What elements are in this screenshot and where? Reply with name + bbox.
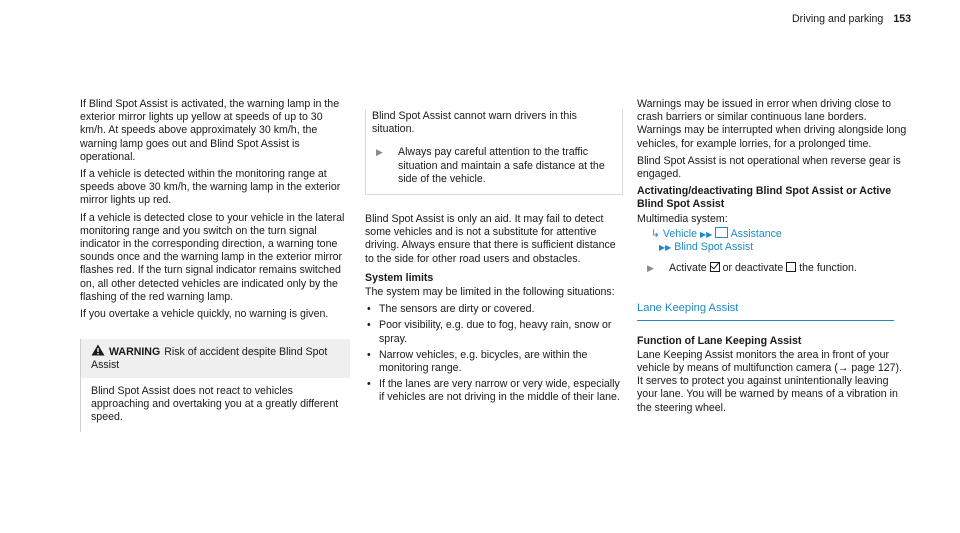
return-arrow-icon: ↳	[651, 227, 660, 240]
instruction-text: Always pay careful attention to the traffic situation and maintain a safe distance at the side of the vehicle.	[398, 146, 605, 185]
warning-triangle-icon	[91, 344, 105, 356]
warning-box-continued	[365, 110, 623, 195]
menu-assistance: Assistance	[730, 227, 782, 240]
empty-box-icon	[786, 262, 796, 272]
warning-header	[81, 339, 350, 377]
paragraph: Warnings may be issued in error when driving close to crash barriers or similar continuous lane borders. Warnings may be interrupted when driving alongside long vehicles, for example lorries, for a prolonged time.	[637, 98, 907, 150]
list-item: • Poor visibility, e.g. due to fog, heavy rain, snow or spray.	[367, 319, 612, 345]
menu-path	[637, 227, 907, 241]
section-title: Lane Keeping Assist	[637, 302, 894, 320]
list-item: • The sensors are dirty or covered.	[367, 303, 535, 316]
menu-vehicle: Vehicle	[662, 227, 698, 240]
double-chevron-icon: ▶▶	[699, 229, 713, 239]
arrow-right-icon: ▶	[376, 147, 383, 158]
column-2	[365, 102, 627, 408]
instruction-row	[366, 146, 614, 186]
paragraph: If a vehicle is detected close to your vehicle in the lateral monitoring range and you switch on the turn signal indicator in the corresponding direction, a warning tone sounds once and the warning lamp in the exterior mirror flashes red. If the turn signal indicator remains switched on, all other detected vehicles are indicated only by the flashing of the red warning lamp.	[80, 211, 345, 303]
menu-path-line2	[637, 241, 907, 254]
paragraph: Blind Spot Assist is only an aid. It may fail to detect some vehicles and is not a substitute for attentive driving. Always ensure that there is sufficient distance to the side for other road users and obstacles.	[365, 213, 616, 265]
instruction-row	[637, 262, 907, 275]
limits-list	[365, 303, 627, 404]
warning-box	[80, 339, 350, 432]
list-item: • Narrow vehicles, e.g. bicycles, are within the monitoring range.	[367, 348, 588, 375]
subheading: Function of Lane Keeping Assist	[637, 334, 802, 347]
subheading: Activating/deactivating Blind Spot Assist or Active Blind Spot Assist	[637, 185, 892, 211]
column-3	[637, 98, 907, 419]
paragraph: Multimedia system:	[637, 212, 728, 225]
warning-body: Blind Spot Assist does not react to vehicles approaching and overtaking you at a greatly different speed.	[91, 384, 339, 424]
warning-label: WARNING	[109, 346, 161, 359]
instruction-text: Activate or deactivate the function.	[669, 262, 857, 275]
warning-title: Risk of accident despite Blind Spot Assist	[91, 346, 328, 372]
header-section: Driving and parking	[792, 13, 884, 25]
subheading: System limits	[365, 271, 434, 284]
paragraph: If a vehicle is detected within the monitoring range at speeds above 30 km/h, the warning lamp in the exterior mirror lights up red.	[80, 168, 341, 207]
paragraph: If Blind Spot Assist is activated, the warning lamp in the exterior mirror lights up yellow at speeds of up to 30 km/h. At speeds above approximately 30 km/h, the warning lamp goes out and Blind Spot Assist is operational.	[80, 98, 340, 163]
car-assistance-icon	[715, 227, 728, 238]
checked-box-icon	[710, 262, 720, 272]
page-number: 153	[893, 13, 911, 25]
paragraph: Blind Spot Assist is not operational when reverse gear is engaged.	[637, 154, 901, 181]
double-chevron-icon: ▶▶	[659, 243, 672, 253]
paragraph: Blind Spot Assist cannot warn drivers in this situation.	[372, 110, 577, 136]
page-header	[792, 13, 911, 26]
paragraph: The system may be limited in the following situations:	[365, 286, 615, 299]
paragraph: Lane Keeping Assist monitors the area in front of your vehicle by means of multifunction camera (→ page 127). It serves to protect you against unintentionally leaving your lane. You will be warned by means of a vibration in the steering wheel.	[637, 348, 902, 414]
list-item: • If the lanes are very narrow or very wide, especially if vehicles are not driving in the middle of their lane.	[367, 378, 620, 404]
menu-blind-spot-assist: Blind Spot Assist	[674, 241, 754, 254]
arrow-right-icon: ▶	[647, 263, 654, 274]
column-1	[80, 98, 350, 432]
paragraph: If you overtake a vehicle quickly, no warning is given.	[80, 308, 329, 321]
